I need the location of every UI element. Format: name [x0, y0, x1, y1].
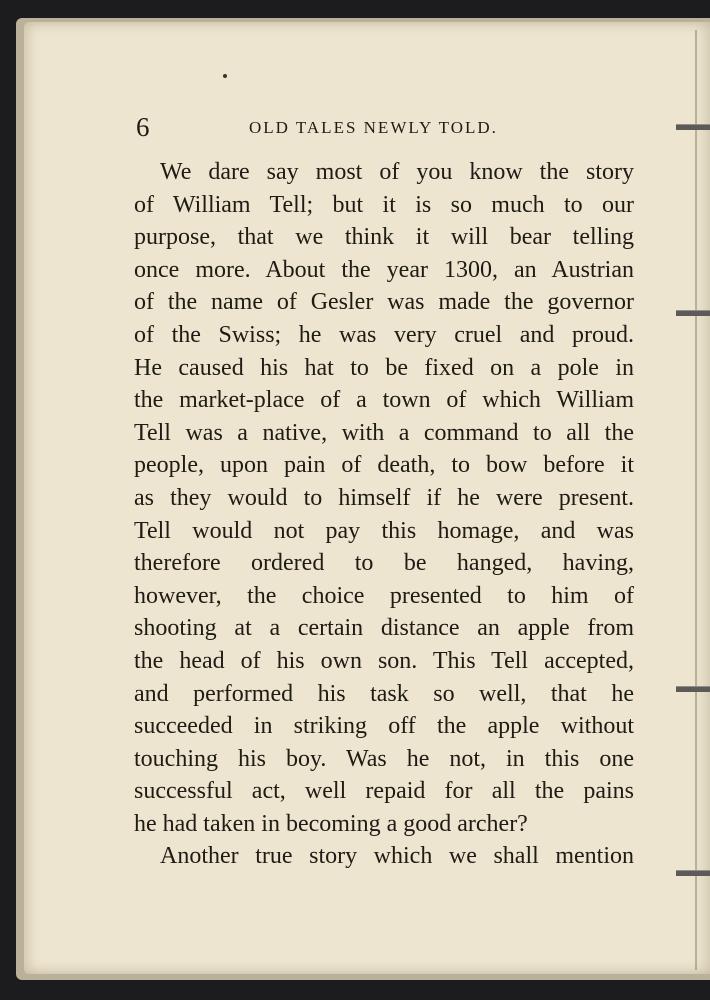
text-line: succeeded in striking off the apple without	[134, 713, 634, 740]
text-line: of William Tell; but it is so much to our	[134, 191, 634, 218]
text-line: We dare say most of you know the story	[160, 159, 634, 185]
binding-staple-3	[676, 686, 710, 692]
text-line: he had taken in becoming a good archer?	[134, 810, 528, 837]
ink-speck	[223, 74, 227, 78]
binding-staple-1	[676, 124, 710, 130]
text-line: of the name of Gesler was made the governor	[134, 289, 634, 316]
text-line: touching his boy. Was he not, in this one	[134, 745, 634, 772]
text-line: Another true story which we shall mention	[160, 843, 634, 870]
binding-staple-2	[676, 310, 710, 316]
text-line: as they would to himself if he were present.	[134, 484, 634, 511]
text-line: He caused his hat to be fixed on a pole in	[134, 354, 634, 381]
text-line: however, the choice presented to him of	[134, 582, 634, 609]
text-line: therefore ordered to be hanged, having,	[134, 550, 634, 577]
text-line: of the Swiss; he was very cruel and proud.	[134, 321, 634, 348]
running-header	[136, 112, 636, 146]
text-line: the head of his own son. This Tell accepted,	[134, 647, 634, 674]
running-title: OLD TALES NEWLY TOLD.	[249, 118, 498, 137]
text-line: and performed his task so well, that he	[134, 680, 634, 707]
page-fold-line	[695, 30, 697, 970]
text-line: once more. About the year 1300, an Austrian	[134, 256, 634, 283]
body-text	[134, 156, 634, 873]
text-line: successful act, well repaid for all the pains	[134, 778, 634, 805]
text-line: purpose, that we think it will bear telling	[134, 224, 634, 251]
text-line: people, upon pain of death, to bow before it	[134, 452, 634, 479]
text-line: the market-place of a town of which William	[134, 387, 634, 414]
text-line: shooting at a certain distance an apple from	[134, 615, 634, 642]
binding-staple-4	[676, 870, 710, 876]
page-number: 6	[136, 112, 150, 142]
text-line: Tell would not pay this homage, and was	[134, 517, 634, 544]
text-line: Tell was a native, with a command to all the	[134, 419, 634, 446]
